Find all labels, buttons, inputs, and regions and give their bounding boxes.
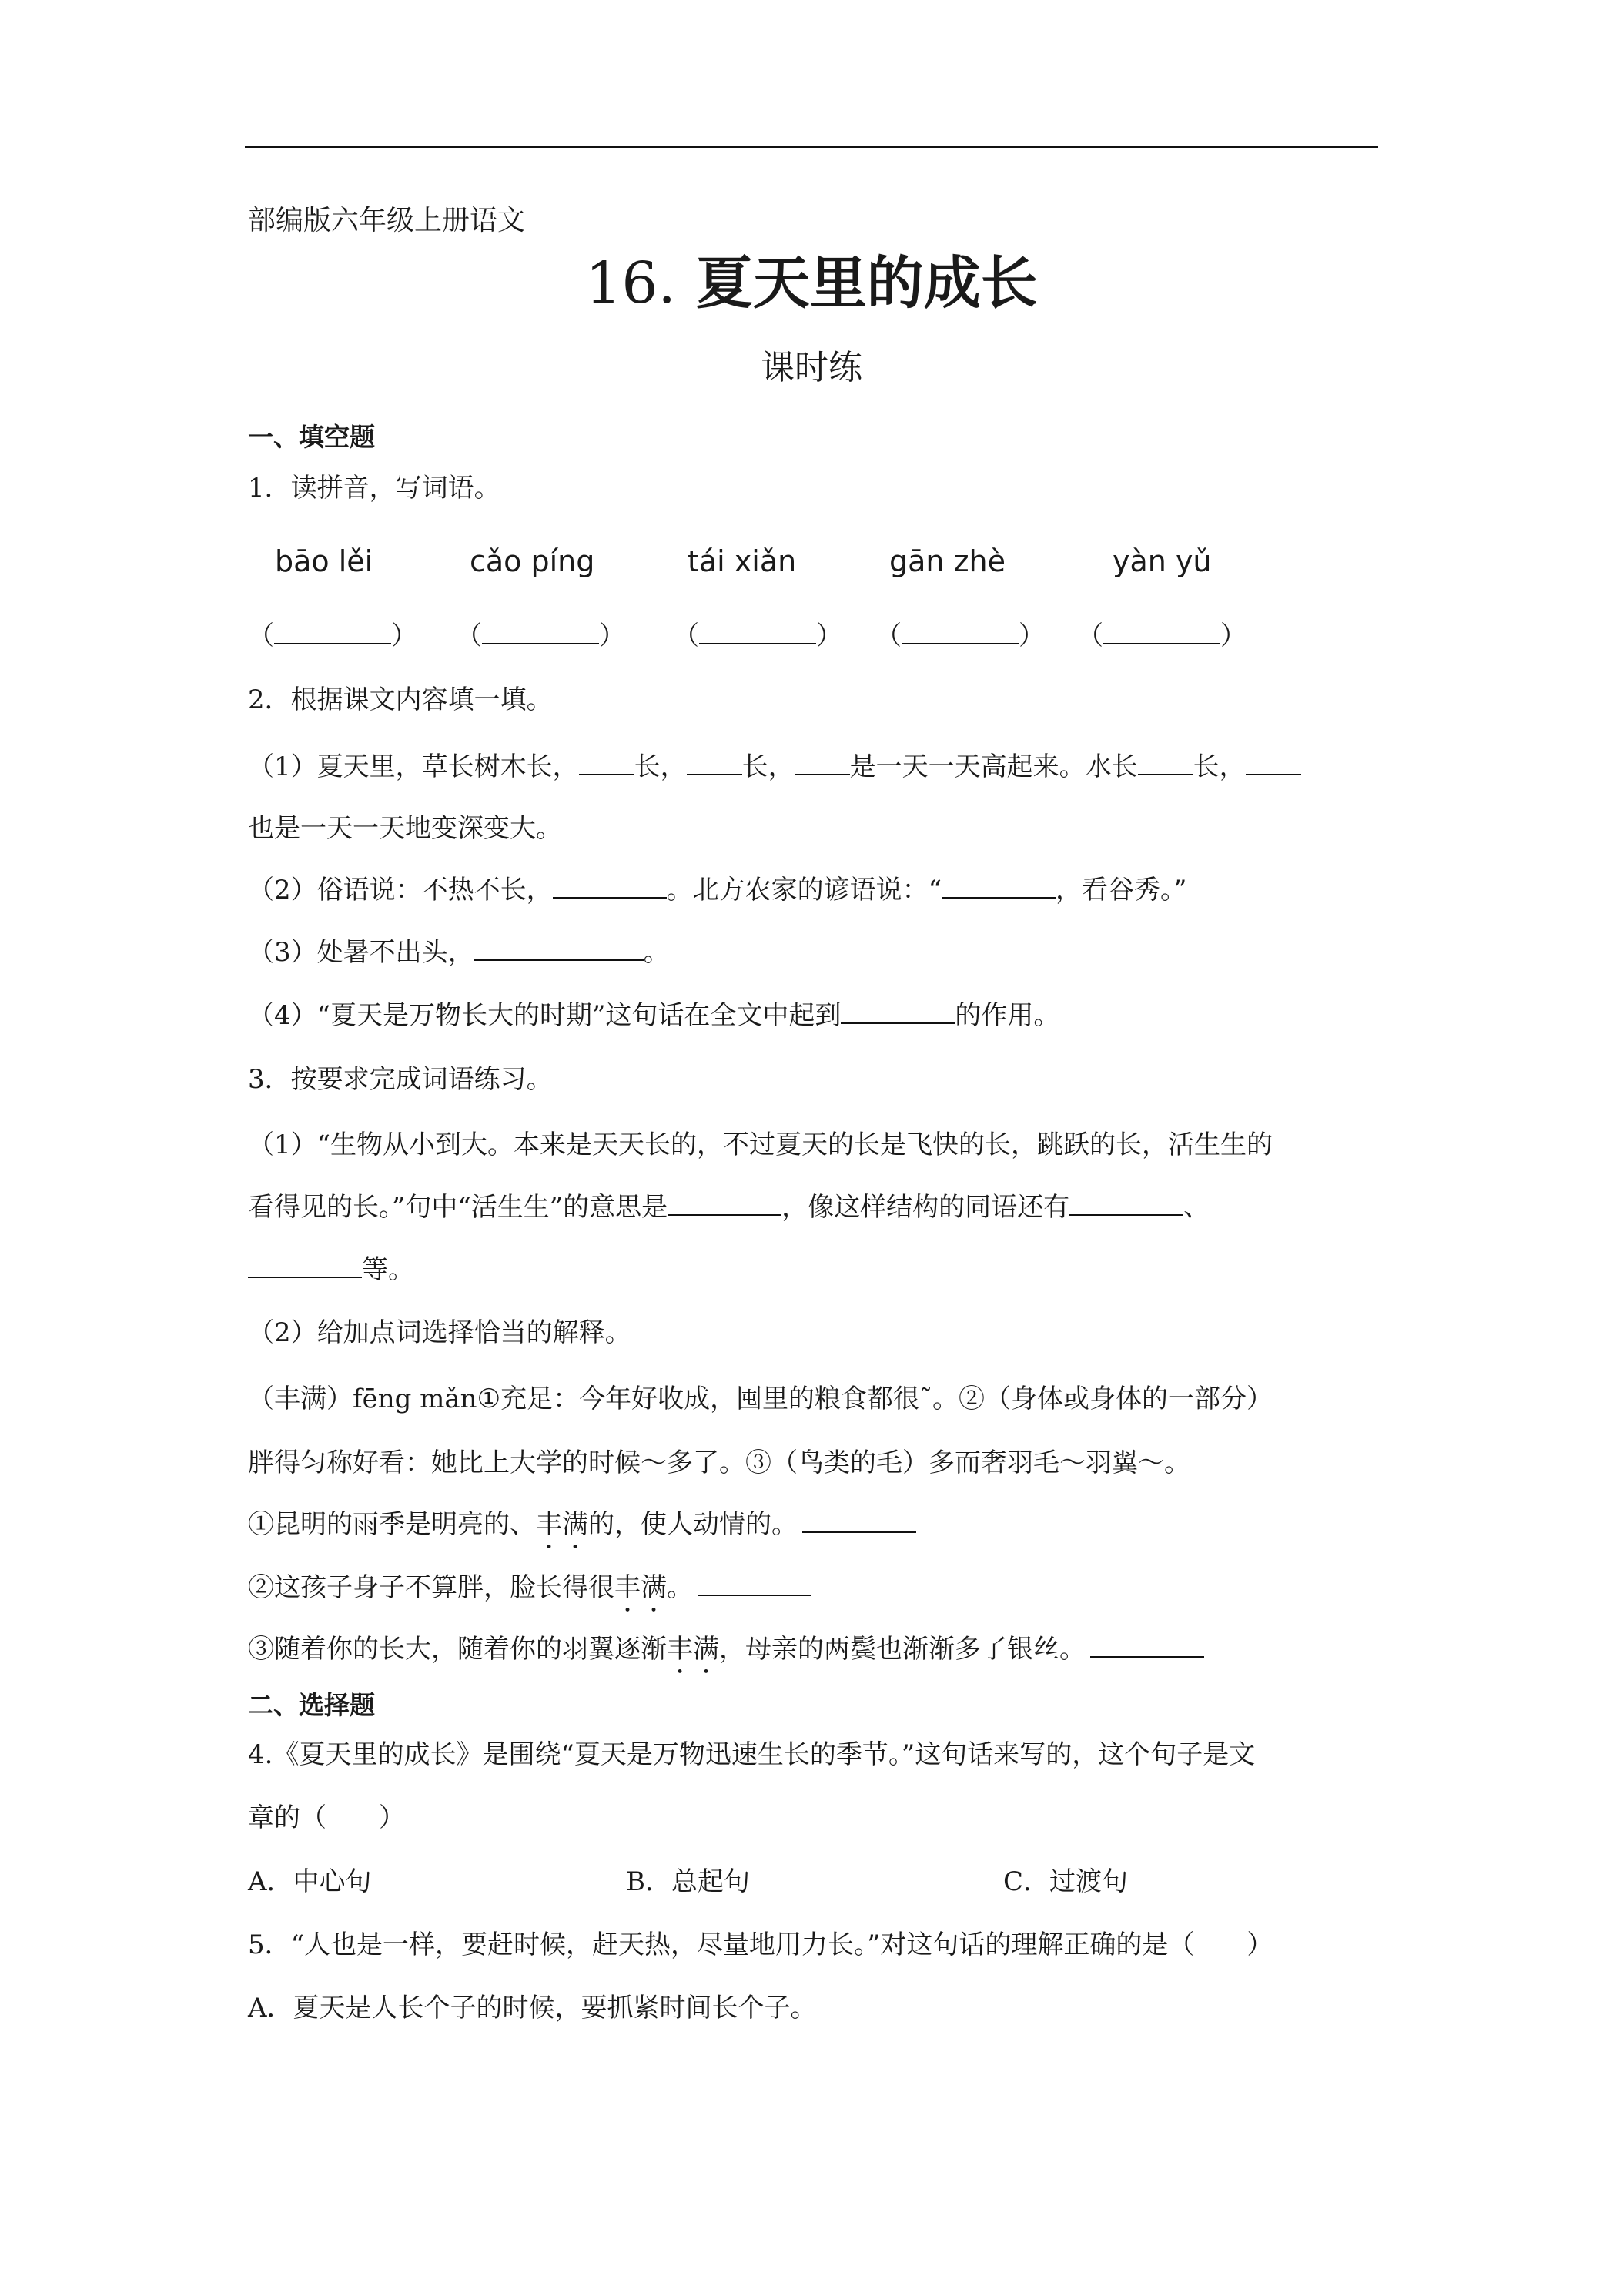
q3-sentence-2: ②这孩子身子不算胖，脸长得很丰满。 [248,1571,812,1618]
q2-prompt: 2．根据课文内容填一填。 [248,684,553,715]
q3-item-1-line-1: （1）“生物从小到大。本来是天天长的，不过夏天的长是飞快的长，跳跃的长，活生生的 [248,1130,1273,1160]
blank[interactable] [1138,751,1193,775]
blank[interactable] [474,936,644,961]
q2-item-1: （1）夏天里，草长树木长， 长， 长， 是一天一天高起来。水长 长， [248,750,1301,784]
blank[interactable] [668,1191,781,1216]
q2-item-1-cont: 也是一天一天地变深变大。 [248,813,562,844]
answer-box-1: （ ） [248,621,417,651]
blank[interactable] [841,999,955,1024]
q3-item-2: （2）给加点词选择恰当的解释。 [248,1317,631,1348]
pinyin-3: tái xiǎn [688,544,797,578]
top-rule [245,146,1378,148]
q5-line-1: 5．“人也是一样，要赶时候，赶天热，尽量地用力长。”对这句话的理解正确的是（ ） [248,1930,1273,1960]
series-label: 部编版六年级上册语文 [248,205,526,236]
pinyin-4: gān zhè [889,544,1006,578]
blank[interactable] [482,620,599,644]
blank[interactable] [553,874,667,899]
blank[interactable] [1103,620,1220,644]
q5-option-a[interactable]: A．夏天是人长个子的时候，要抓紧时间长个子。 [248,1993,817,2023]
answer-box-3: （ ） [673,621,842,651]
pinyin-1: bāo lěi [275,544,373,578]
answer-box-2: （ ） [456,621,625,651]
blank[interactable] [1090,1633,1204,1658]
q3-item-1-line-2: 看得见的长。”句中“活生生”的意思是 ，像这样结构的同语还有 、 [248,1192,1210,1223]
q4-line-2: 章的（ ） [248,1802,405,1833]
page-subtitle: 课时练 [761,348,862,387]
blank[interactable] [698,1571,812,1596]
blank[interactable] [579,751,634,775]
blank[interactable] [942,874,1056,899]
q4-option-a[interactable]: A．中心句 [248,1866,372,1897]
lesson-number: 16. [585,250,676,316]
q3-prompt: 3．按要求完成词语练习。 [248,1064,553,1095]
blank[interactable] [1246,751,1301,775]
pinyin-5: yàn yǔ [1113,544,1212,578]
blank[interactable] [248,1253,362,1278]
blank[interactable] [274,620,391,644]
blank[interactable] [699,620,816,644]
q4-option-b[interactable]: B．总起句 [626,1866,750,1897]
q2-item-3: （3）处暑不出头， 。 [248,937,670,968]
definition-line-2: 胖得匀称好看：她比上大学的时候～多了。③（鸟类的毛）多而奢羽毛～羽翼～。 [248,1448,1190,1478]
q4-line-1: 4.《夏天里的成长》是围绕“夏天是万物迅速生长的季节。”这句话来写的，这个句子是文 [248,1739,1256,1770]
blank[interactable] [687,751,742,775]
blank[interactable] [802,1508,916,1533]
q4-option-c[interactable]: C．过渡句 [1003,1866,1129,1897]
answer-box-5: （ ） [1077,621,1247,651]
q3-item-1-line-3: 等。 [248,1253,414,1287]
blank[interactable] [1069,1191,1183,1216]
definition-line-1: （丰满）fēng mǎn①充足：今年好收成，囤里的粮食都很˜。②（身体或身体的一部分） [248,1384,1273,1414]
page-title [0,246,1623,320]
q2-item-2: （2）俗语说：不热不长， 。北方农家的谚语说：“ ，看谷秀。” [248,875,1187,905]
blank[interactable] [902,620,1019,644]
pinyin-2: cǎo píng [470,544,595,578]
q3-sentence-1: ①昆明的雨季是明亮的、丰满的，使人动情的。 [248,1508,916,1555]
lesson-title: 夏天里的成长 [695,250,1038,316]
blank[interactable] [795,751,850,775]
q2-item-4: （4）“夏天是万物长大的时期”这句话在全文中起到 的作用。 [248,1000,1060,1031]
q3-sentence-3: ③随着你的长大，随着你的羽翼逐渐丰满，母亲的两鬓也渐渐多了银丝。 [248,1632,1204,1680]
section-heading-choice: 二、选择题 [248,1690,375,1720]
section-heading-fill: 一、填空题 [248,422,375,452]
answer-box-4: （ ） [875,621,1045,651]
q1-prompt: 1．读拼音，写词语。 [248,473,500,504]
